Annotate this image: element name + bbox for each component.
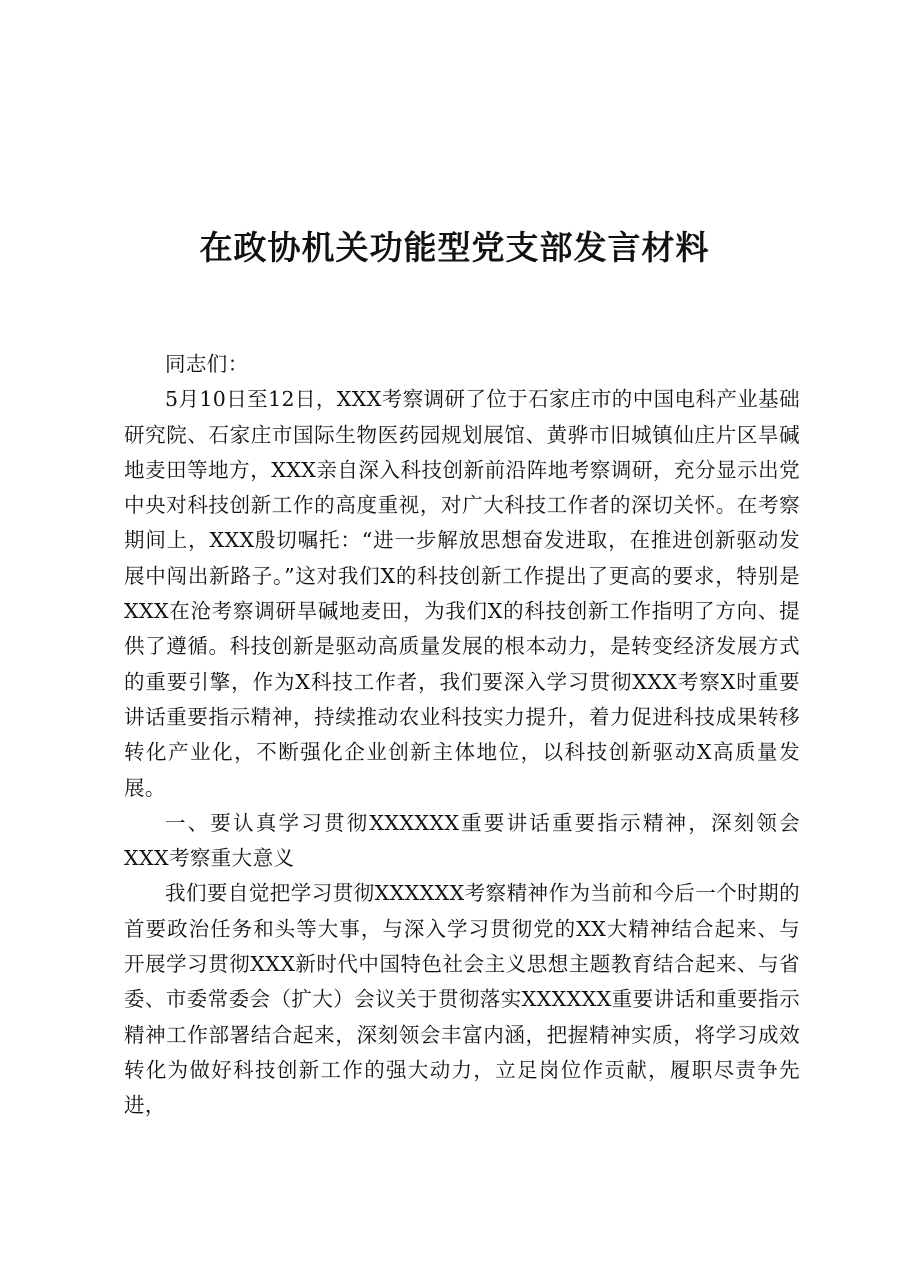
section-heading-1: 一、要认真学习贯彻XXXXXX重要讲话重要指示精神，深刻领会XXX考察重大意义 xyxy=(124,810,800,871)
document-title: 在政协机关功能型党支部发言材料 xyxy=(199,228,710,267)
salutation: 同志们： xyxy=(165,352,249,376)
paragraph-section-1: 我们要自觉把学习贯彻XXXXXX考察精神作为当前和今后一个时期的首要政治任务和头等大事，与深入学习贯彻党的XX大精神结合起来、与开展学习贯彻XXX新时代中国特色社会主义思想主题教育结合起来、与省委、市委常委会（扩大）会议关于贯彻落实XXXXXX重要讲话和重要指示精神工作部署结合起来，深刻领会丰富内涵，把握精神实质，将学习成效转化为做好科技创新工作的强大动力，立足岗位作贡献，履职尽责争先进， xyxy=(124,881,800,1118)
paragraph-intro: 5月10日至12日，XXX考察调研了位于石家庄市的中国电科产业基础研究院、石家庄市国际生物医药园规划展馆、黄骅市旧城镇仙庄片区旱碱地麦田等地方，XXX亲自深入科技创新前沿阵地考察调研，充分显示出党中央对科技创新工作的高度重视，对广大科技工作者的深切关怀。在考察期间上，XXX殷切嘱托：“进一步解放思想奋发进取，在推进创新驱动发展中闯出新路子。”这对我们X的科技创新工作提出了更高的要求，特别是XXX在沧考察调研旱碱地麦田，为我们X的科技创新工作指明了方向、提供了遵循。科技创新是驱动高质量发展的根本动力，是转变经济发展方式的重要引擎，作为X科技工作者，我们要深入学习贯彻XXX考察X时重要讲话重要指示精神，持续推动农业科技实力提升，着力促进科技成果转移转化产业化，不断强化企业创新主体地位，以科技创新驱动X高质量发展。 xyxy=(124,387,800,800)
document-body xyxy=(124,347,800,1124)
